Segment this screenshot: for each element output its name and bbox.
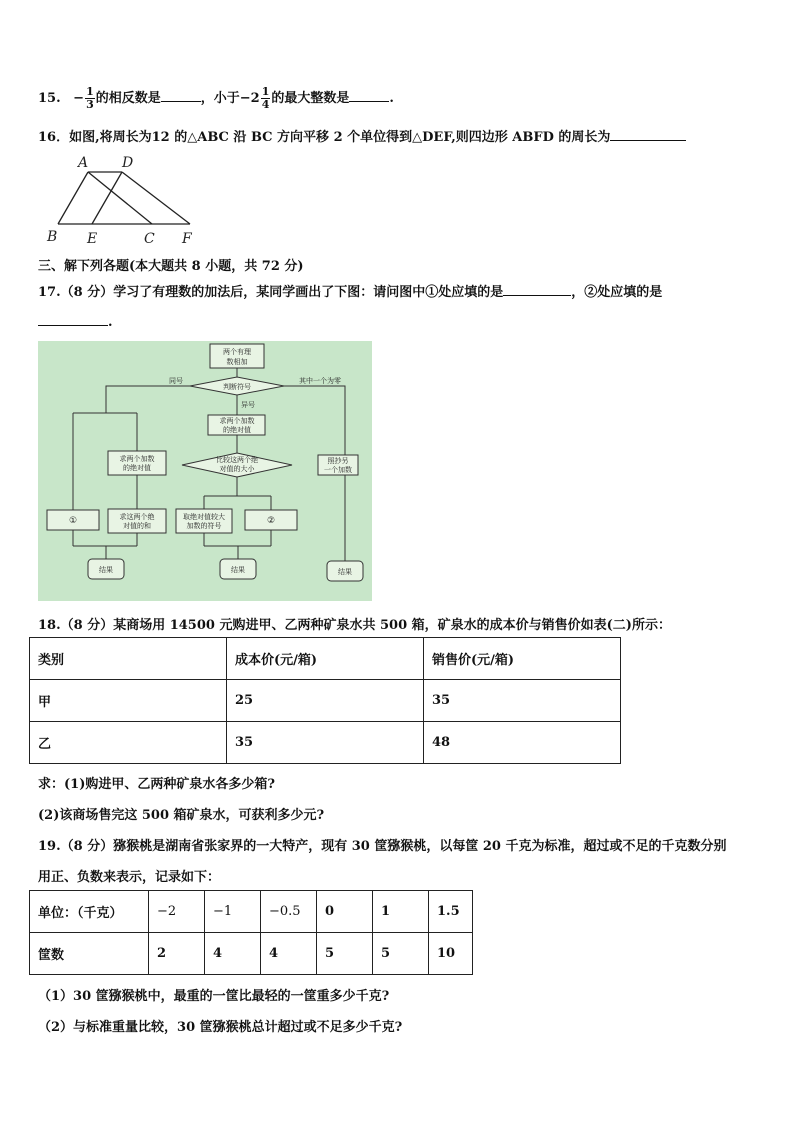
q15-text-3: 的最大整数是	[271, 91, 350, 106]
sum-label-1: 求这两个绝	[119, 513, 155, 521]
start-label-1: 两个有理	[223, 348, 251, 356]
table-cell: 10	[429, 933, 473, 975]
table-cell: 甲	[30, 680, 227, 722]
table-header: 类别	[30, 638, 227, 680]
table-cell: 1	[373, 891, 429, 933]
table-cell: 35	[424, 680, 621, 722]
weight-table	[29, 890, 473, 975]
q17-end: .	[108, 315, 113, 330]
label-f: F	[182, 231, 192, 247]
segment-ab	[58, 172, 88, 224]
result-2-label: 结果	[231, 566, 245, 574]
table-cell: 2	[149, 933, 205, 975]
same-sign-label: 同号	[169, 377, 183, 385]
table-cell: −1	[205, 891, 261, 933]
table-cell: 4	[205, 933, 261, 975]
table-cell: 筐数	[30, 933, 149, 975]
q18-sub-1: 求：(1)购进甲、乙两种矿泉水各多少箱?	[38, 777, 275, 792]
q19-line-1: 19.（8 分）猕猴桃是湖南省张家界的一大特产，现有 30 筐猕猴桃，以每筐 20 千克为标准，超过或不足的千克数分别	[38, 839, 727, 854]
table-cell: 5	[373, 933, 429, 975]
result-1-label: 结果	[99, 566, 113, 574]
segment-ac	[88, 172, 152, 224]
table-cell: −0.5	[261, 891, 317, 933]
sign-label-2: 加数的符号	[186, 522, 222, 530]
result-3-label: 结果	[338, 568, 352, 576]
segment-de	[92, 172, 122, 224]
question-16	[38, 126, 686, 145]
judge-label: 判断符号	[223, 383, 251, 391]
q15-fraction-2: $\frac{1}{4}$	[261, 85, 270, 111]
start-label-2: 数相加	[226, 358, 248, 366]
table-header: 成本价(元/箱)	[227, 638, 424, 680]
table-row	[30, 891, 473, 933]
abs-mid-label-2: 的绝对值	[223, 426, 251, 434]
q16-blank[interactable]	[610, 128, 686, 141]
q18-sub-2: (2)该商场售完这 500 箱矿泉水，可获利多少元?	[38, 808, 325, 823]
table-row	[30, 722, 621, 764]
label-c: C	[144, 231, 155, 247]
q17-mid: ，②处应填的是	[571, 285, 663, 300]
compare-label-2: 对值的大小	[219, 465, 255, 473]
table-row	[30, 680, 621, 722]
q15-blank-2[interactable]	[349, 89, 389, 102]
zero-label: 其中一个为零	[299, 377, 341, 385]
abs-left-label-1: 求两个加数	[119, 455, 155, 463]
abs-left-label-2: 的绝对值	[123, 464, 151, 472]
question-17	[38, 281, 662, 300]
q16-figure	[40, 150, 210, 250]
question-18: 18.（8 分）某商场用 14500 元购进甲、乙两种矿泉水共 500 箱，矿泉水的成本价与销售价如表(二)所示：	[38, 618, 671, 633]
q15-end: .	[389, 91, 394, 106]
sum-label-2: 对值的和	[123, 522, 151, 530]
circle-1-label: ①	[68, 516, 78, 526]
table-cell: 1.5	[429, 891, 473, 933]
q17-blank-1[interactable]	[503, 283, 571, 296]
q17-line1: 17.（8 分）学习了有理数的加法后，某同学画出了下图：请问图中①处应填的是	[38, 285, 504, 300]
q15-text-1: 的相反数是	[95, 91, 161, 106]
abs-mid-label-1: 求两个加数	[219, 417, 255, 425]
table-cell: 48	[424, 722, 621, 764]
table-cell: 4	[261, 933, 317, 975]
q15-neg-sign: −	[73, 91, 85, 106]
q15-text-2: ，小于	[200, 91, 240, 106]
diff-sign-label: 异号	[241, 401, 255, 409]
question-15	[38, 86, 394, 111]
compare-label-1: 比较这两个绝	[216, 456, 258, 464]
table-cell: −2	[149, 891, 205, 933]
q15-blank-1[interactable]	[161, 89, 201, 102]
label-d: D	[122, 155, 134, 171]
addition-flowchart	[38, 341, 372, 601]
label-a: A	[78, 155, 89, 171]
price-table	[29, 637, 621, 764]
segment-df	[122, 172, 190, 224]
table-row	[30, 933, 473, 975]
q15-number: 15.	[38, 91, 61, 106]
circle-2-label: ②	[266, 516, 276, 526]
label-e: E	[87, 231, 98, 247]
table-cell: 乙	[30, 722, 227, 764]
q19-line-2: 用正、负数来表示，记录如下：	[38, 870, 221, 885]
label-b: B	[47, 229, 58, 245]
q15-fraction-1: $\frac{1}{3}$	[86, 85, 94, 111]
section-3-heading: 三、解下列各题(本大题共 8 小题，共 72 分)	[38, 259, 304, 274]
table-cell: 单位：（千克）	[30, 891, 149, 933]
q16-text: 16．如图,将周长为12 的△ABC 沿 BC 方向平移 2 个单位得到△DEF,则四边形 ABFD 的周长为	[38, 130, 611, 145]
question-17-line2	[38, 313, 113, 330]
table-cell: 5	[317, 933, 373, 975]
q15-neg-mixed: −2	[239, 91, 260, 106]
table-cell: 35	[227, 722, 424, 764]
copy-label-2: 一个加数	[324, 466, 352, 474]
q17-blank-2[interactable]	[38, 313, 108, 326]
table-cell: 25	[227, 680, 424, 722]
q19-sub-1: （1）30 筐猕猴桃中，最重的一筐比最轻的一筐重多少千克?	[38, 989, 390, 1004]
copy-label-1: 照抄另	[327, 457, 349, 465]
table-header: 销售价(元/箱)	[424, 638, 621, 680]
sign-label-1: 取绝对值较大	[183, 513, 225, 521]
table-cell: 0	[317, 891, 373, 933]
table-header-row	[30, 638, 621, 680]
q19-sub-2: （2）与标准重量比较，30 筐猕猴桃总计超过或不足多少千克?	[38, 1020, 403, 1035]
